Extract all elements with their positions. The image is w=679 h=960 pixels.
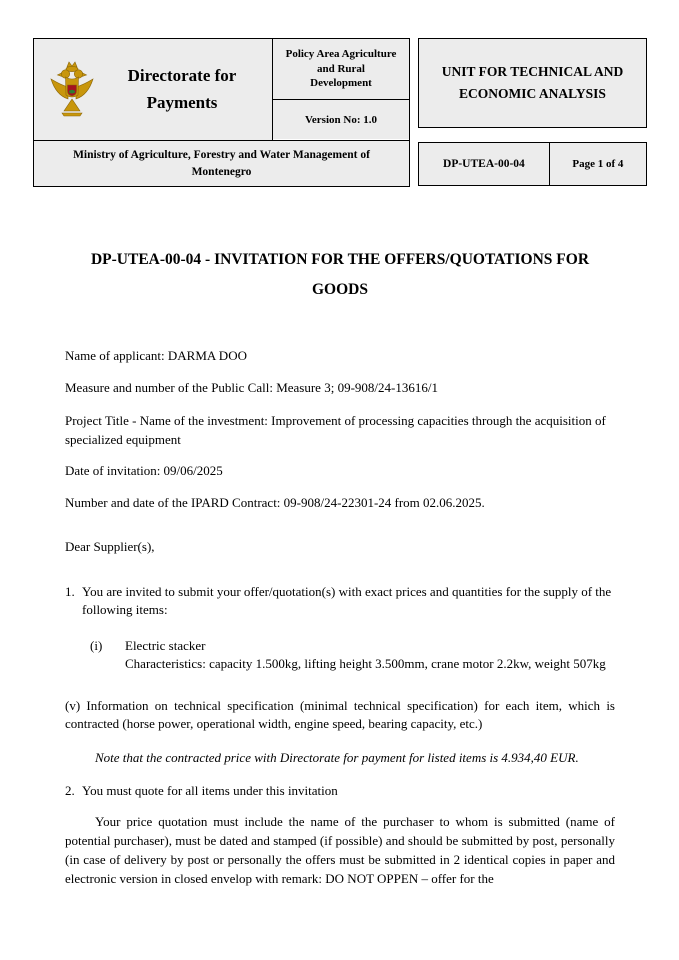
page-number: Page 1 of 4	[550, 143, 646, 185]
header-left-row1	[34, 39, 409, 141]
ministry-name: Ministry of Agriculture, Forestry and Water Management of Montenegro	[34, 141, 409, 186]
goods-item-name: Electric stacker	[125, 638, 206, 653]
goods-item-specs: Characteristics: capacity 1.500kg, lifting height 3.500mm, crane motor 2.2kw, weight 507kg	[125, 656, 606, 671]
public-call-line: Measure and number of the Public Call: Measure 3; 09-908/24-13616/1	[65, 380, 438, 395]
numbered-item-2	[65, 782, 615, 800]
doc-code-row	[418, 142, 647, 186]
document-title: DP-UTEA-00-04 - INVITATION FOR THE OFFERS/QUOTATIONS FOR GOODS	[90, 251, 590, 298]
org-name: Directorate for Payments	[127, 66, 237, 112]
project-title-line: Project Title - Name of the investment: Improvement of processing capacities through the acquisition of specialized equipment	[65, 413, 606, 447]
item-2-number: 2.	[65, 783, 75, 798]
document-body	[65, 245, 615, 888]
numbered-item-1	[65, 583, 615, 619]
version-number: Version No: 1.0	[273, 100, 409, 139]
doc-code: DP-UTEA-00-04	[419, 143, 550, 185]
policy-area-label: Policy Area Agriculture and Rural Development	[273, 39, 409, 100]
header-left-table	[33, 38, 410, 187]
unit-title: UNIT FOR TECHNICAL AND ECONOMIC ANALYSIS	[418, 38, 647, 128]
salutation: Dear Supplier(s),	[65, 539, 155, 554]
item-1-number: 1.	[65, 584, 75, 599]
item-2-text: You must quote for all items under this invitation	[82, 783, 338, 798]
goods-item-marker: (i)	[90, 638, 103, 653]
montenegro-coat-of-arms-icon	[49, 61, 95, 119]
ipard-contract-line: Number and date of the IPARD Contract: 09-908/24-22301-24 from 02.06.2025.	[65, 495, 485, 510]
org-cell	[34, 39, 273, 140]
contracted-price-note: Note that the contracted price with Directorate for payment for listed items is 4.934,40 EUR.	[95, 750, 579, 765]
header-right-table	[418, 38, 647, 186]
technical-spec-paragraph: (v) Information on technical specification (minimal technical specification) for each item, which is contracted (horse power, operational width, engine speed, bearing capacity, etc.)	[65, 698, 615, 731]
applicant-line: Name of applicant: DARMA DOO	[65, 348, 247, 363]
document-header	[33, 38, 647, 187]
item-1-text: You are invited to submit your offer/quotation(s) with exact prices and quantities for the supply of the following items:	[82, 584, 612, 617]
header-middle-column	[273, 39, 409, 140]
goods-item-content	[125, 637, 615, 673]
submission-instructions-paragraph: Your price quotation must include the name of the purchaser to whom is submitted (name of potential purchaser), must be dated and stamped (if possible) and should be submitted by post, personally (in case of delivery by post or personally the offers must be submitted in 2 identical copies in paper and electronic version in closed envelop with remark: DO NOT OPPEN – offer for the	[65, 814, 615, 886]
invitation-date-line: Date of invitation: 09/06/2025	[65, 463, 223, 478]
goods-item-i	[90, 637, 615, 673]
